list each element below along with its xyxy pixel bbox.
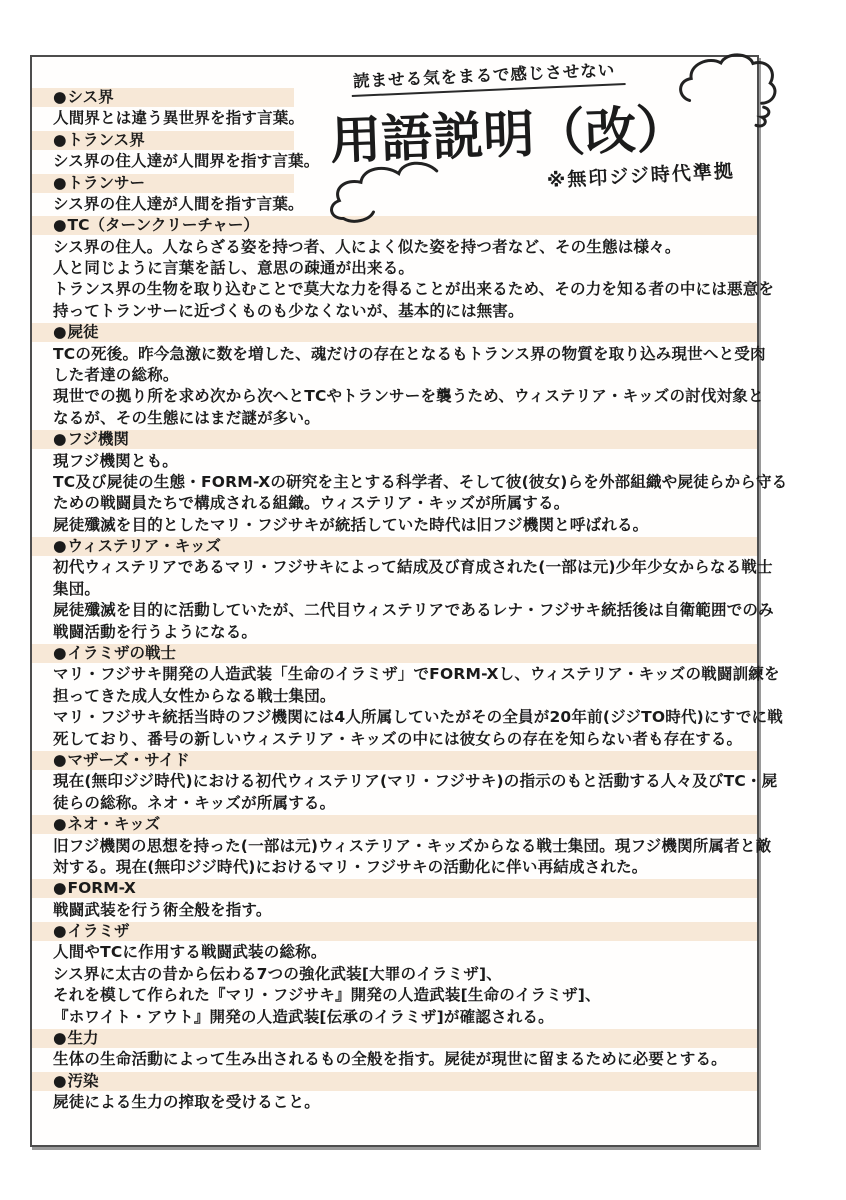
term-label: 屍徒 xyxy=(67,323,99,342)
page-title: 用語説明（改） xyxy=(329,100,689,172)
definition-line: 集団。 xyxy=(53,579,101,598)
glossary-entry xyxy=(32,879,757,921)
term-heading-bar xyxy=(32,131,294,150)
term-heading-bar xyxy=(32,879,757,898)
term-label: トランス界 xyxy=(67,130,145,149)
term-heading-bar xyxy=(32,1029,757,1048)
definition-line: 初代ウィステリアであるマリ・フジサキによって結成及び育成された(一部は元)少年少女からなる戦士 xyxy=(53,558,773,577)
glossary-entry xyxy=(32,537,774,643)
term-label: TC（ターンクリーチャー） xyxy=(67,216,259,235)
term-heading-bar xyxy=(32,430,757,449)
definition-line: 戦闘武装を行う術全般を指す。 xyxy=(53,900,272,919)
definition-line: 死しており、番号の新しいウィステリア・キッズの中には彼女らの存在を知らない者も存在する。 xyxy=(53,729,743,748)
definition-line: TC及び屍徒の生態・FORM-Xの研究を主とする科学者、そして彼(彼女)らを外部組織や屍徒らから守る xyxy=(53,472,788,491)
definition-line: 『ホワイト・アウト』開発の人造武装[伝承のイラミザ]が確認される。 xyxy=(53,1007,554,1026)
term-heading-bar xyxy=(32,644,757,663)
definition-line: なるが、その生態にはまだ謎が多い。 xyxy=(53,408,320,427)
definition-line: 人と同じように言葉を話し、意思の疎通が出来る。 xyxy=(53,259,415,278)
glossary-entry xyxy=(32,922,757,1028)
glossary-entry xyxy=(32,644,783,750)
definition-line: 屍徒による生力の搾取を受けること。 xyxy=(53,1093,320,1112)
term-heading-bar xyxy=(32,174,294,193)
bullet-icon: ● xyxy=(53,537,67,556)
term-label: イラミザの戦士 xyxy=(67,644,177,663)
bullet-icon: ● xyxy=(53,130,67,149)
term-label: フジ機関 xyxy=(67,430,129,449)
glossary-list xyxy=(32,87,788,1114)
definition-line: シス界の住人達が人間界を指す言葉。 xyxy=(53,152,320,171)
glossary-entry xyxy=(32,1072,757,1114)
definition-line: マリ・フジサキ統括当時のフジ機関には4人所属していたがその全員が20年前(ジジTO時代)にすでに戦 xyxy=(53,708,783,727)
bullet-icon: ● xyxy=(53,879,67,898)
definition-line: シス界の住人。人ならざる姿を持つ者、人によく似た姿を持つ者など、その生態は様々。 xyxy=(53,237,681,256)
term-label: トランサー xyxy=(67,173,146,192)
term-heading-bar xyxy=(32,1072,757,1091)
definition-line: それを模して作られた『マリ・フジサキ』開発の人造武装[生命のイラミザ]、 xyxy=(53,986,601,1005)
definition-line: 現フジ機関とも。 xyxy=(53,451,178,470)
bullet-icon: ● xyxy=(53,815,67,834)
glossary-entry xyxy=(32,323,766,429)
term-label: 汚染 xyxy=(67,1071,99,1090)
term-label: FORM-X xyxy=(67,879,136,898)
term-heading-bar xyxy=(32,751,757,770)
title-tagline: 読ませる気をまるで感じさせない xyxy=(351,56,626,97)
definition-line: 屍徒殲滅を目的に活動していたが、二代目ウィステリアであるレナ・フジサキ統括後は自衛範囲でのみ xyxy=(53,601,774,620)
definition-line: 人間界とは違う異世界を指す言葉。 xyxy=(53,109,305,128)
definition-line: 担ってきた成人女性からなる戦士集団。 xyxy=(53,686,336,705)
definition-line: シス界の住人達が人間を指す言葉。 xyxy=(53,194,304,213)
handwritten-title-block xyxy=(329,57,763,197)
bullet-icon: ● xyxy=(53,922,67,941)
term-label: マザーズ・サイド xyxy=(67,751,190,770)
term-heading-bar xyxy=(32,216,757,235)
term-label: イラミザ xyxy=(67,922,130,941)
glossary-entry xyxy=(32,430,788,536)
bullet-icon: ● xyxy=(53,1029,67,1048)
term-heading-bar xyxy=(32,815,757,834)
definition-line: トランス界の生物を取り込むことで莫大な力を得ることが出来るため、その力を知る者の中には悪意を xyxy=(53,280,775,299)
definition-line: 戦闘活動を行うようになる。 xyxy=(53,622,258,641)
definition-line: 持ってトランサーに近づくものも少なくないが、基本的には無害。 xyxy=(53,301,524,320)
glossary-entry xyxy=(32,815,772,878)
term-label: ネオ・キッズ xyxy=(67,815,161,834)
term-label: 生力 xyxy=(67,1029,99,1048)
definition-line: 旧フジ機関の思想を持った(一部は元)ウィステリア・キッズからなる戦士集団。現フジ機関所属者と敵 xyxy=(53,836,772,855)
bullet-icon: ● xyxy=(53,1071,67,1090)
definition-line: マリ・フジサキ開発の人造武装「生命のイラミザ」でFORM-Xし、ウィステリア・キッズの戦闘訓練を xyxy=(53,665,780,684)
title-note: ※無印ジジ時代準拠 xyxy=(546,160,736,192)
definition-line: ための戦闘員たちで構成される組織。ウィステリア・キッズが所属する。 xyxy=(53,494,570,513)
definition-line: 現在(無印ジジ時代)における初代ウィステリア(マリ・フジサキ)の指示のもと活動する人々及びTC・屍 xyxy=(53,772,778,791)
definition-line: 対する。現在(無印ジジ時代)におけるマリ・フジサキの活動化に伴い再結成された。 xyxy=(53,857,648,876)
term-label: シス界 xyxy=(67,88,114,107)
term-heading-bar xyxy=(32,922,757,941)
bullet-icon: ● xyxy=(53,644,67,663)
definition-line: シス界に太古の昔から伝わる7つの強化武装[大罪のイラミザ]、 xyxy=(53,964,502,983)
term-heading-bar xyxy=(32,323,757,342)
glossary-page-box xyxy=(30,55,788,1147)
term-heading-bar xyxy=(32,88,294,107)
bullet-icon: ● xyxy=(53,173,67,192)
glossary-entry xyxy=(32,1029,757,1071)
bullet-icon: ● xyxy=(53,751,67,770)
definition-line: した者達の総称。 xyxy=(53,366,179,384)
glossary-entry xyxy=(32,751,778,814)
definition-line: 生体の生命活動によって生み出されるもの全般を指す。屍徒が現世に留まるために必要とする。 xyxy=(53,1050,727,1069)
term-heading-bar xyxy=(32,537,757,556)
bullet-icon: ● xyxy=(53,88,67,107)
definition-line: 人間やTCに作用する戦闘武装の総称。 xyxy=(53,943,327,962)
glossary-entry xyxy=(32,216,775,322)
definition-line: 屍徒殲滅を目的としたマリ・フジサキが統括していた時代は旧フジ機関と呼ばれる。 xyxy=(53,515,649,534)
definition-line: 徒らの総称。ネオ・キッズが所属する。 xyxy=(53,793,336,812)
bullet-icon: ● xyxy=(53,323,67,342)
term-label: ウィステリア・キッズ xyxy=(67,537,221,556)
definition-line: 現世での拠り所を求め次から次へとTCやトランサーを襲うため、ウィステリア・キッズの討伐対象と xyxy=(53,387,764,406)
bullet-icon: ● xyxy=(53,216,67,235)
bullet-icon: ● xyxy=(53,430,67,449)
definition-line: TCの死後。昨今急激に数を増した、魂だけの存在となるもトランス界の物質を取り込み現世へと受肉 xyxy=(53,344,766,363)
